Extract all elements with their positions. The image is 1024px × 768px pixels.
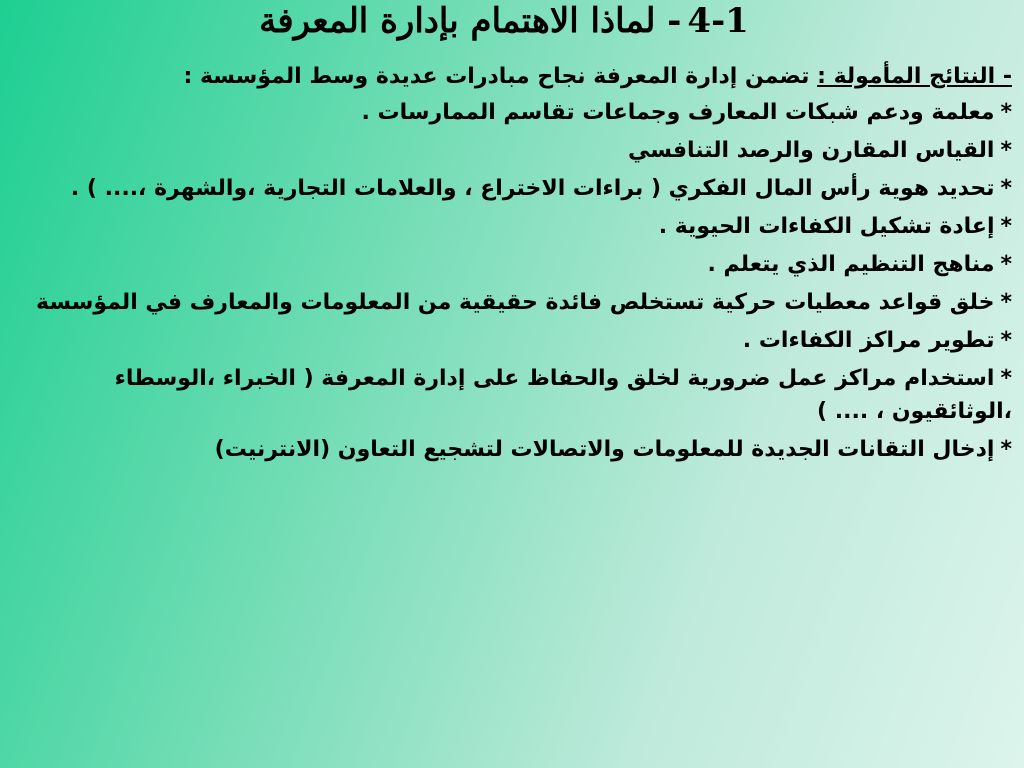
intro-label: - النتائج المأمولة :	[817, 64, 1012, 89]
bullet-text: القياس المقارن والرصد التنافسي	[627, 138, 995, 163]
bullet-item	[30, 286, 1012, 319]
bullet-text: إعادة تشكيل الكفاءات الحيوية .	[658, 214, 995, 239]
intro-text: تضمن إدارة المعرفة نجاح مبادرات عديدة وسط المؤسسة :	[183, 64, 810, 89]
bullet-text: مناهج التنظيم الذي يتعلم .	[707, 252, 995, 277]
bullet-item	[30, 210, 1012, 243]
bullet-symbol: *	[1000, 252, 1012, 277]
title-number: 4-1	[687, 1, 749, 41]
bullet-text: معلمة ودعم شبكات المعارف وجماعات تقاسم الممارسات .	[361, 100, 995, 125]
bullet-symbol: *	[1000, 328, 1012, 353]
bullet-item	[30, 172, 1012, 205]
bullet-item	[30, 248, 1012, 281]
bullet-symbol: *	[1000, 366, 1012, 391]
bullet-symbol: *	[1000, 214, 1012, 239]
bullet-symbol: *	[1000, 437, 1012, 462]
bullet-item	[30, 433, 1012, 466]
bullet-symbol: *	[1000, 290, 1012, 315]
bullet-text: استخدام مراكز عمل ضرورية لخلق والحفاظ على إدارة المعرفة ( الخبراء ،الوسطاء ،الوثائقيون ، .... )	[114, 366, 1012, 424]
intro-paragraph	[30, 60, 1012, 93]
bullet-item	[30, 96, 1012, 129]
bullet-text: خلق قواعد معطيات حركية تستخلص فائدة حقيقية من المعلومات والمعارف في المؤسسة	[36, 290, 995, 315]
title-text: - لماذا الاهتمام بإدارة المعرفة	[259, 1, 682, 41]
slide-body	[30, 60, 1012, 471]
bullet-text: تطوير مراكز الكفاءات .	[742, 328, 995, 353]
bullet-symbol: *	[1000, 100, 1012, 125]
bullet-item	[30, 134, 1012, 167]
slide-title	[224, 0, 784, 42]
bullet-symbol: *	[1000, 138, 1012, 163]
bullet-text: إدخال التقانات الجديدة للمعلومات والاتصالات لتشجيع التعاون (الانترنيت)	[214, 437, 995, 462]
bullet-item	[30, 324, 1012, 357]
bullet-item	[30, 362, 1012, 428]
bullet-symbol: *	[1000, 176, 1012, 201]
bullet-text: تحديد هوية رأس المال الفكري ( براءات الاختراع ، والعلامات التجارية ،والشهرة ،.... ) .	[70, 176, 995, 201]
